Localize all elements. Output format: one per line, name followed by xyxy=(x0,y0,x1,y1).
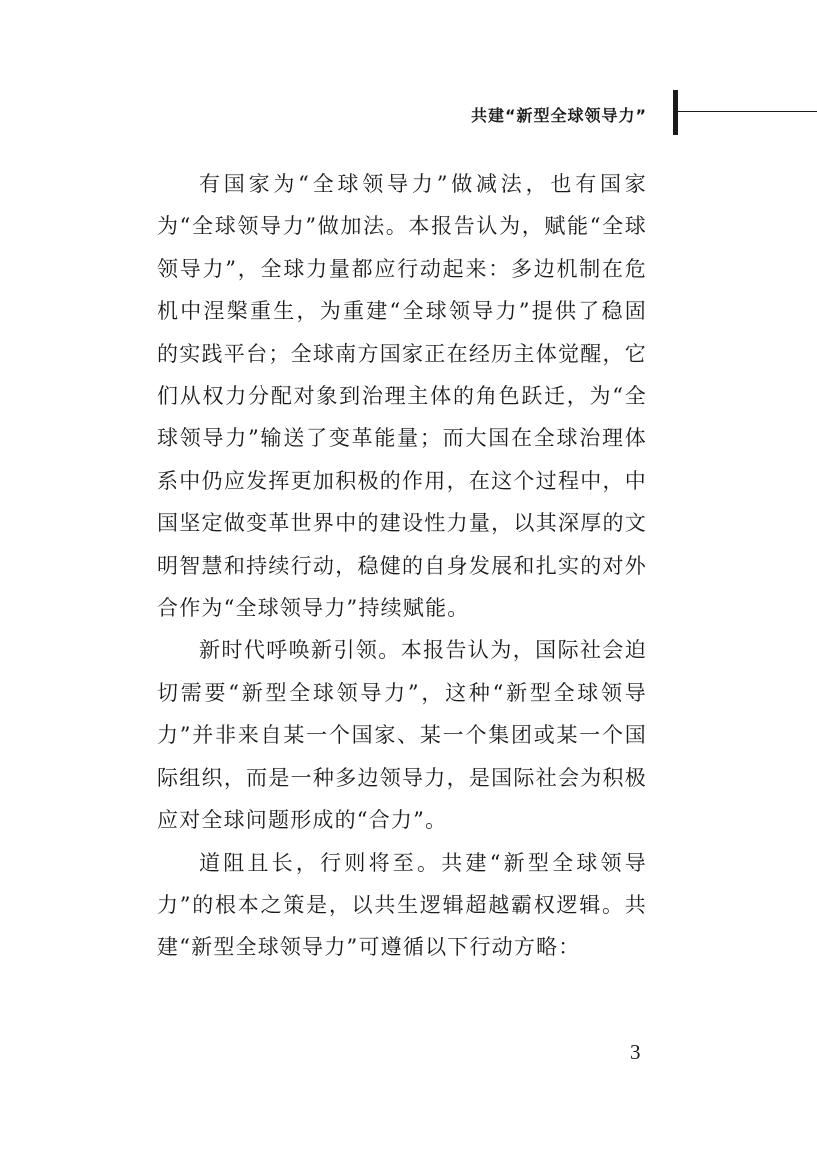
header-rule xyxy=(678,111,817,112)
header-vertical-bar xyxy=(673,90,678,135)
running-head-title: 共建“新型全球领导力” xyxy=(470,106,647,125)
paragraph-2: 新时代呼唤新引领。本报告认为，国际社会迫切需要“新型全球领导力”，这种“新型全球领导力”并非来自某一个国家、某一个集团或某一个国际组织，而是一种多边领导力，是国际社会为积极应对全球问题形成的“合力”。 xyxy=(157,638,647,833)
page-number: 3 xyxy=(630,1040,641,1064)
body-text xyxy=(157,163,647,969)
paragraph-3: 道阻且长，行则将至。共建“新型全球领导力”的根本之策是，以共生逻辑超越霸权逻辑。共建“新型全球领导力”可遵循以下行动方略： xyxy=(157,850,647,960)
paragraph-1: 有国家为“全球领导力”做减法，也有国家为“全球领导力”做加法。本报告认为，赋能“全球领导力”，全球力量都应行动起来：多边机制在危机中涅槃重生，为重建“全球领导力”提供了稳固的实践平台；全球南方国家正在经历主体觉醒，它们从权力分配对象到治理主体的角色跃迁，为“全球领导力”输送了变革能量；而大国在全球治理体系中仍应发挥更加积极的作用，在这个过程中，中国坚定做变革世界中的建设性力量，以其深厚的文明智慧和持续行动，稳健的自身发展和扎实的对外合作为“全球领导力”持续赋能。 xyxy=(157,172,647,621)
